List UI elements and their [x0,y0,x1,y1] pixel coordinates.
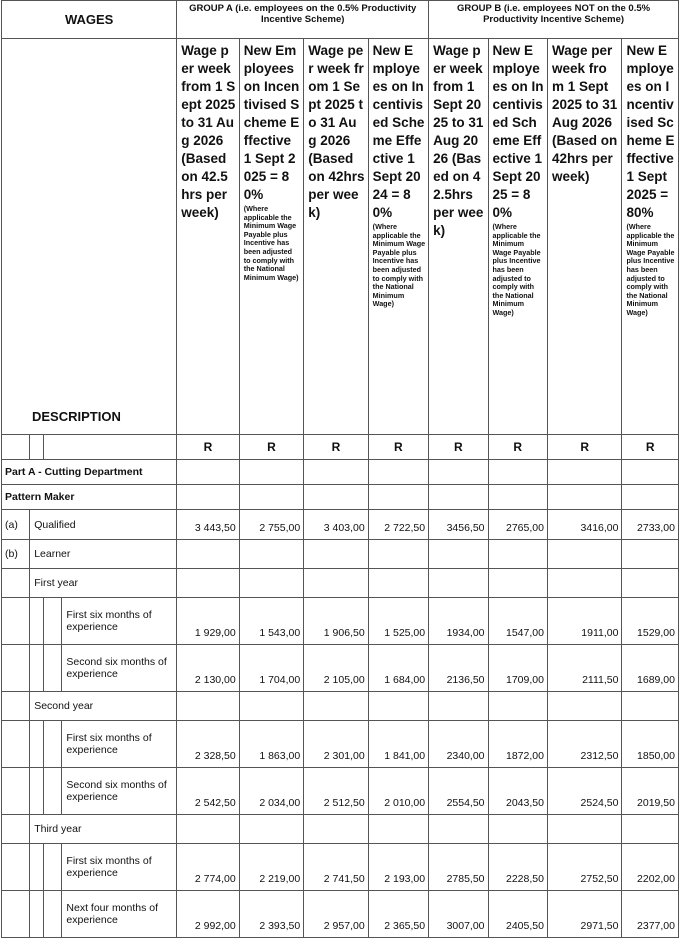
wage-value: 2 010,00 [368,768,428,815]
wages-heading: WAGES [2,1,177,39]
wage-value: 2 393,50 [239,891,303,938]
column-heading-main: Wage per week from 1 Sept 2025 to 31 Aug 2026 (Based on 42hrs per week) [551,43,618,184]
wage-value: 3416,00 [547,510,622,540]
wage-value: 2136,50 [429,645,488,692]
year-label: Second year [30,692,177,721]
wage-value: 1934,00 [429,598,488,645]
currency-label: R [488,435,547,460]
table-row [2,598,679,645]
wage-value: 2 130,00 [177,645,239,692]
wage-value: 1850,00 [622,721,679,768]
wage-value: 2111,50 [547,645,622,692]
column-heading-note: (Where applicable the Minimum Wage Payable plus Incentive has been adjusted to comply with the National Minimum Wage) [626,222,675,317]
wage-value: 1 704,00 [239,645,303,692]
wage-value: 2 741,50 [304,844,368,891]
column-heading [547,39,622,435]
wage-value: 2 774,00 [177,844,239,891]
section-title: Pattern Maker [2,485,177,510]
wage-value: 3007,00 [429,891,488,938]
column-heading-note: (Where applicable the Minimum Wage Payable plus Incentive has been adjusted to comply with the National Minimum Wage) [243,204,299,282]
wages-table [1,0,679,938]
wage-value: 2765,00 [488,510,547,540]
section-row [2,485,679,510]
row-label: Second six months of experience [62,645,177,692]
wage-value: 2 992,00 [177,891,239,938]
wage-value: 2 542,50 [177,768,239,815]
wage-value: 2524,50 [547,768,622,815]
column-heading [368,39,428,435]
row-letter: (a) [2,510,30,540]
wage-value: 2554,50 [429,768,488,815]
column-heading-main: New Employees on Incentivised Scheme Effective 1 Sept 2025 = 80% [492,43,544,220]
wage-value: 2019,50 [622,768,679,815]
row-label: Second six months of experience [62,768,177,815]
wage-value: 2 328,50 [177,721,239,768]
wage-value: 2752,50 [547,844,622,891]
wage-value: 1911,00 [547,598,622,645]
wage-value: 3 443,50 [177,510,239,540]
row-label: Qualified [30,510,177,540]
wage-value: 1 525,00 [368,598,428,645]
group-b-heading: GROUP B (i.e. employees NOT on the 0.5% Productivity Incentive Scheme) [429,1,679,39]
currency-label: R [622,435,679,460]
table-row [2,815,679,844]
row-label: Next four months of experience [62,891,177,938]
column-heading-main: New Employees on Incentivised Scheme Effective 1 Sept 2025 = 80% [626,43,675,220]
wage-value: 2971,50 [547,891,622,938]
wage-value: 2043,50 [488,768,547,815]
table-row [2,891,679,938]
wage-value: 3 403,00 [304,510,368,540]
table-row [2,721,679,768]
wage-value: 2 957,00 [304,891,368,938]
year-label: First year [30,569,177,598]
wage-value: 2405,50 [488,891,547,938]
header-row-columns [2,39,679,435]
currency-label: R [177,435,239,460]
row-label: First six months of experience [62,844,177,891]
currency-label: R [239,435,303,460]
wage-value: 1 906,50 [304,598,368,645]
currency-label: R [429,435,488,460]
wage-value: 1 841,00 [368,721,428,768]
currency-label: R [368,435,428,460]
table-row [2,569,679,598]
description-heading: DESCRIPTION [2,39,177,435]
wage-value: 3456,50 [429,510,488,540]
wage-value: 2 105,00 [304,645,368,692]
column-heading-main: Wage per week from 1 Sept 2025 to 31 Aug 2026 (Based on 42hrs per week) [308,43,365,220]
header-row-top [2,1,679,39]
column-heading-main: New Employees on Incentivised Scheme Effective 1 Sept 2024 = 80% [372,43,425,220]
wage-value: 1 929,00 [177,598,239,645]
wage-value: 2 219,00 [239,844,303,891]
wage-value: 2 755,00 [239,510,303,540]
wage-value: 2 301,00 [304,721,368,768]
column-heading-note: (Where applicable the Minimum Wage Payable plus Incentive has been adjusted to comply with the National Minimum Wage) [372,222,426,309]
row-label: First six months of experience [62,721,177,768]
column-heading [239,39,303,435]
wage-value: 2 193,00 [368,844,428,891]
table-row [2,844,679,891]
table-row [2,540,679,569]
section-title: Part A - Cutting Department [2,460,177,485]
wage-value: 2 722,50 [368,510,428,540]
column-heading [429,39,488,435]
wage-value: 1 543,00 [239,598,303,645]
wage-value: 2377,00 [622,891,679,938]
wage-value: 2785,50 [429,844,488,891]
wage-value: 1529,00 [622,598,679,645]
wage-value: 2 512,50 [304,768,368,815]
table-row [2,692,679,721]
column-heading [488,39,547,435]
currency-label: R [304,435,368,460]
wage-value: 1709,00 [488,645,547,692]
wage-value: 1872,00 [488,721,547,768]
wage-value: 2 034,00 [239,768,303,815]
row-letter: (b) [2,540,30,569]
column-heading-note: (Where applicable the Minimum Wage Payable plus Incentive has been adjusted to comply with the National Minimum Wage) [492,222,541,317]
wage-value: 2312,50 [547,721,622,768]
table-row [2,645,679,692]
section-row [2,460,679,485]
table-row [2,768,679,815]
year-label: Third year [30,815,177,844]
wage-value: 1547,00 [488,598,547,645]
wage-value: 1 684,00 [368,645,428,692]
currency-label: R [547,435,622,460]
wage-value: 2733,00 [622,510,679,540]
wage-value: 1 863,00 [239,721,303,768]
wage-value: 2 365,50 [368,891,428,938]
wage-value: 2228,50 [488,844,547,891]
wage-value: 2202,00 [622,844,679,891]
column-heading-main: Wage per week from 1 Sept 2025 to 31 Aug 2026 (Based on 42.5hrs per week) [433,43,484,238]
column-heading-main: New Employees on Incentivised Scheme Effective 1 Sept 2025 = 80% [243,43,300,202]
row-label: Learner [30,540,177,569]
column-heading [304,39,368,435]
wage-value: 2340,00 [429,721,488,768]
currency-row [2,435,679,460]
column-heading [622,39,679,435]
table-row [2,510,679,540]
row-label: First six months of experience [62,598,177,645]
wage-value: 1689,00 [622,645,679,692]
group-a-heading: GROUP A (i.e. employees on the 0.5% Productivity Incentive Scheme) [177,1,429,39]
column-heading [177,39,239,435]
column-heading-main: Wage per week from 1 Sept 2025 to 31 Aug 2026 (Based on 42.5hrs per week) [181,43,236,220]
